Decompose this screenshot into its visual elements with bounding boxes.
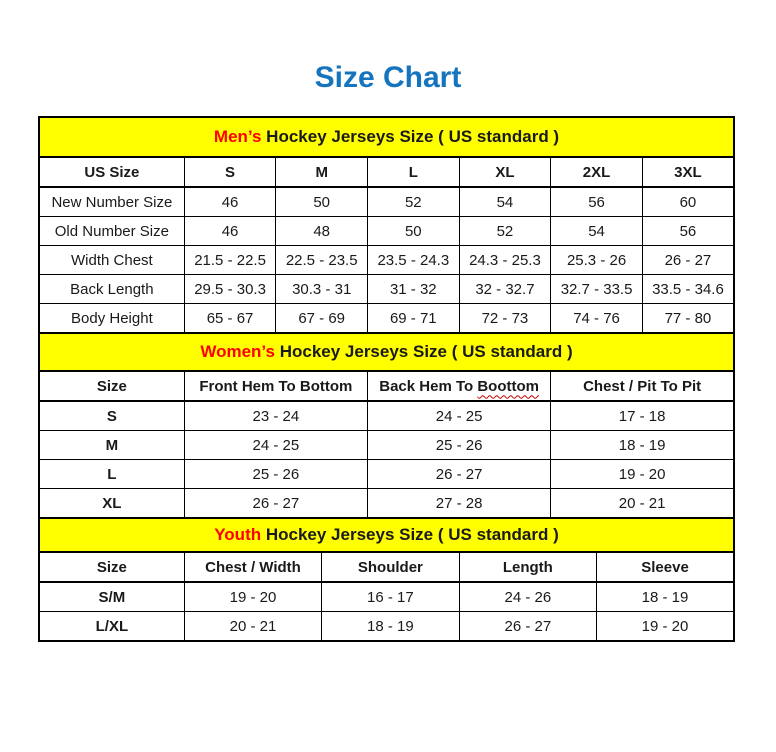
youth-size-table [38,517,735,642]
mens-section-title-accent: Men’s [213,127,262,146]
mens-column-header: M [276,157,368,187]
mens-table-cell: 32 - 32.7 [459,275,551,304]
womens-table-cell: 26 - 27 [184,489,367,519]
womens-table-cell: 24 - 25 [368,401,551,431]
mens-table-cell: 29.5 - 30.3 [184,275,276,304]
youth-table-cell: 19 - 20 [597,612,734,642]
mens-table-cell: 72 - 73 [459,304,551,334]
mens-column-header: 2XL [551,157,643,187]
mens-table-cell: 54 [459,187,551,217]
mens-row-label: New Number Size [39,187,184,217]
youth-table-cell: 18 - 19 [322,612,459,642]
mens-table-cell: 60 [642,187,734,217]
youth-table-row [39,612,734,642]
youth-section-title [39,518,734,552]
mens-row-label: Body Height [39,304,184,334]
womens-table-cell: 23 - 24 [184,401,367,431]
youth-column-header: Chest / Width [184,552,321,582]
mens-size-table [38,116,735,334]
womens-row-label: S [39,401,184,431]
mens-table-cell: 50 [276,187,368,217]
womens-size-table [38,332,735,519]
youth-row-label: L/XL [39,612,184,642]
womens-column-header: Size [39,371,184,401]
mens-row-label: Back Length [39,275,184,304]
womens-column-header: Chest / Pit To Pit [551,371,734,401]
womens-table-row [39,401,734,431]
womens-table-cell: 20 - 21 [551,489,734,519]
youth-table-cell: 24 - 26 [459,582,596,612]
womens-table-cell: 25 - 26 [368,431,551,460]
size-chart-page [0,60,776,642]
youth-column-header: Length [459,552,596,582]
mens-row-label: Old Number Size [39,217,184,246]
mens-row-label: Width Chest [39,246,184,275]
womens-header-row [39,371,734,401]
mens-table-cell: 48 [276,217,368,246]
mens-column-header: 3XL [642,157,734,187]
mens-table-cell: 56 [551,187,643,217]
mens-table-cell: 52 [459,217,551,246]
mens-table-cell: 46 [184,217,276,246]
womens-table-cell: 19 - 20 [551,460,734,489]
womens-column-header: Front Hem To Bottom [184,371,367,401]
womens-table-row [39,431,734,460]
mens-table-cell: 33.5 - 34.6 [642,275,734,304]
mens-table-cell: 54 [551,217,643,246]
womens-row-label: XL [39,489,184,519]
youth-section-title-accent: Youth [214,525,262,544]
mens-table-cell: 50 [368,217,460,246]
mens-table-cell: 77 - 80 [642,304,734,334]
womens-table-cell: 18 - 19 [551,431,734,460]
womens-section-title [39,333,734,371]
mens-table-cell: 25.3 - 26 [551,246,643,275]
youth-column-header: Sleeve [597,552,734,582]
womens-row-label: M [39,431,184,460]
womens-table-row [39,489,734,519]
mens-section-title [39,117,734,157]
mens-section-band [39,117,734,157]
mens-table-cell: 69 - 71 [368,304,460,334]
mens-table-row [39,304,734,334]
youth-column-header: Size [39,552,184,582]
mens-header-row [39,157,734,187]
mens-table-cell: 56 [642,217,734,246]
mens-table-cell: 52 [368,187,460,217]
mens-table-cell: 22.5 - 23.5 [276,246,368,275]
youth-row-label: S/M [39,582,184,612]
womens-section-band [39,333,734,371]
mens-table-cell: 21.5 - 22.5 [184,246,276,275]
mens-table-cell: 67 - 69 [276,304,368,334]
mens-table-cell: 31 - 32 [368,275,460,304]
womens-table-cell: 24 - 25 [184,431,367,460]
youth-table-row [39,582,734,612]
youth-table-cell: 20 - 21 [184,612,321,642]
mens-table-cell: 65 - 67 [184,304,276,334]
youth-section-title-rest: Hockey Jerseys Size ( US standard ) [261,525,559,544]
size-tables [38,116,735,642]
youth-table-cell: 16 - 17 [322,582,459,612]
mens-column-header: L [368,157,460,187]
mens-table-cell: 30.3 - 31 [276,275,368,304]
mens-section-title-rest: Hockey Jerseys Size ( US standard ) [261,127,560,146]
womens-table-row [39,460,734,489]
womens-table-cell: 25 - 26 [184,460,367,489]
womens-column-header: Back Hem To Boottom [368,371,551,401]
mens-table-cell: 32.7 - 33.5 [551,275,643,304]
womens-row-label: L [39,460,184,489]
mens-table-cell: 26 - 27 [642,246,734,275]
mens-table-cell: 23.5 - 24.3 [368,246,460,275]
youth-table-cell: 26 - 27 [459,612,596,642]
womens-section-title-accent: Women’s [200,342,275,361]
mens-table-cell: 24.3 - 25.3 [459,246,551,275]
misspelled-word: Boottom [477,377,539,395]
womens-table-cell: 17 - 18 [551,401,734,431]
mens-table-cell: 46 [184,187,276,217]
mens-table-row [39,275,734,304]
mens-column-header: US Size [39,157,184,187]
youth-table-cell: 18 - 19 [597,582,734,612]
womens-table-cell: 27 - 28 [368,489,551,519]
page-title: Size Chart [314,61,462,94]
mens-table-cell: 74 - 76 [551,304,643,334]
youth-section-band [39,518,734,552]
mens-table-row [39,187,734,217]
mens-table-row [39,217,734,246]
womens-table-cell: 26 - 27 [368,460,551,489]
womens-section-title-rest: Hockey Jerseys Size ( US standard ) [274,342,573,361]
mens-column-header: XL [459,157,551,187]
youth-column-header: Shoulder [322,552,459,582]
mens-column-header: S [184,157,276,187]
youth-table-cell: 19 - 20 [184,582,321,612]
mens-table-row [39,246,734,275]
youth-header-row [39,552,734,582]
